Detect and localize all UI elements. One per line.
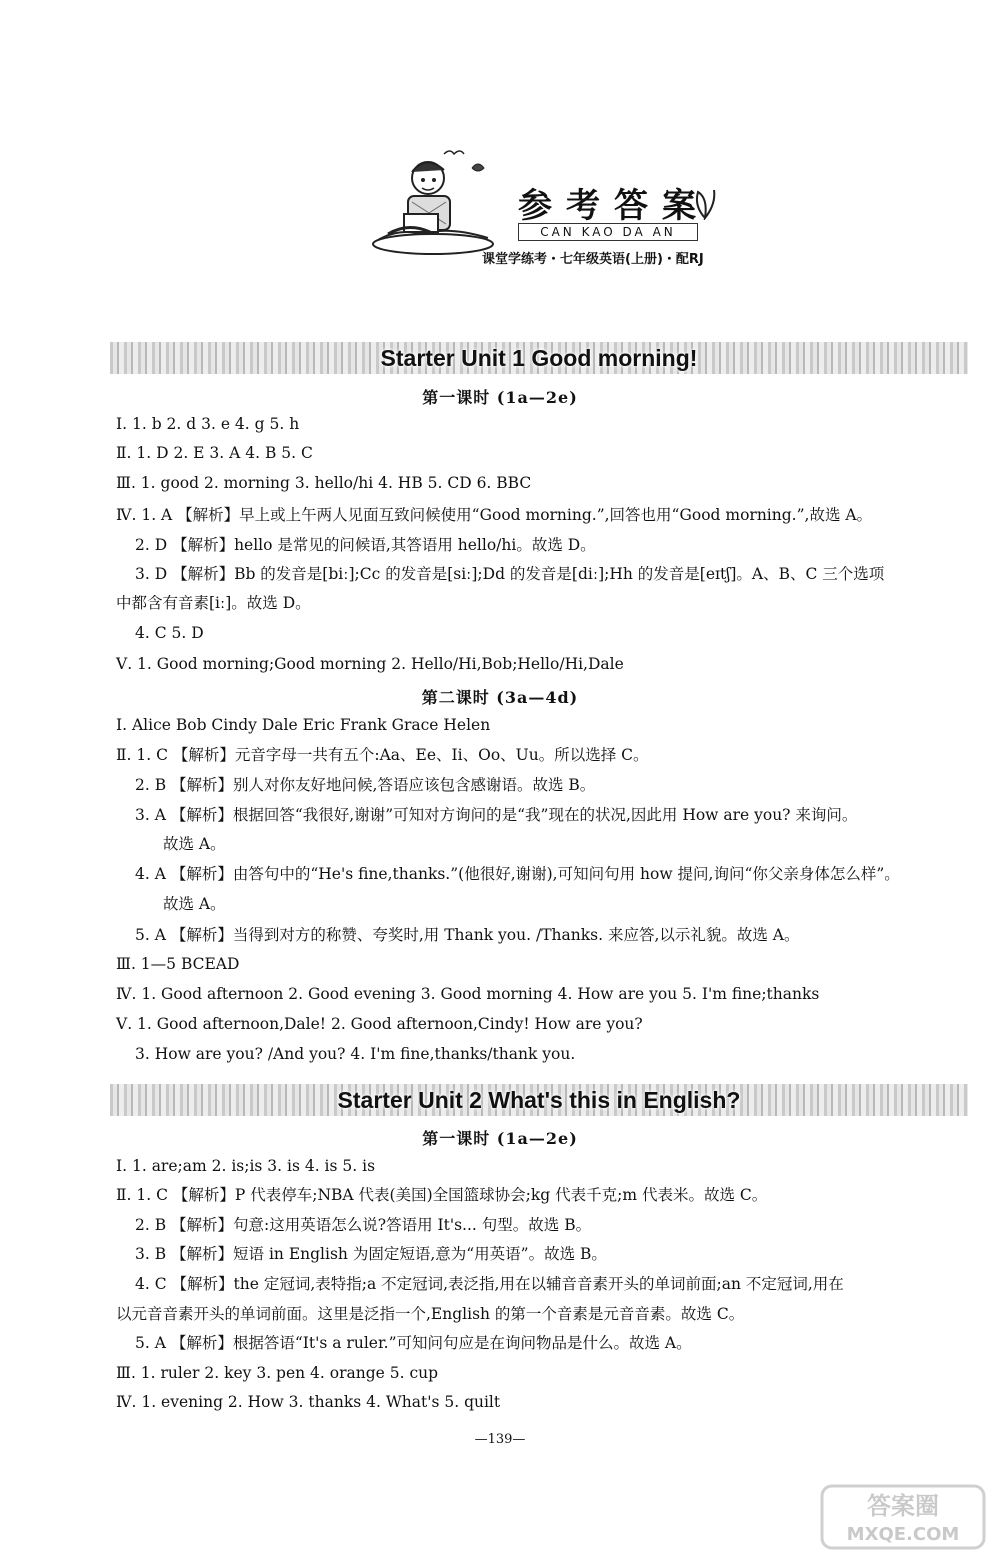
answer-line: 2. B 【解析】别人对你友好地问候,答语应该包含感谢语。故选 B。 <box>135 776 596 794</box>
answer-line: Ⅰ. 1. are;am 2. is;is 3. is 4. is 5. is <box>116 1157 376 1175</box>
answer-key-title: 参考答案 <box>518 186 710 226</box>
butterfly-icon <box>690 186 720 220</box>
answer-line: 中都含有音素[iː]。故选 D。 <box>116 594 311 612</box>
unit1-title: Starter Unit 1 Good morning! <box>380 345 698 371</box>
cartoon-boy-illustration <box>368 148 508 258</box>
unit2-title: Starter Unit 2 What's this in English? <box>337 1087 741 1113</box>
unit1-lesson2-heading: 第二课时 (3a—4d) <box>421 688 579 707</box>
answer-line: 故选 A。 <box>163 895 226 913</box>
answer-line: Ⅴ. 1. Good afternoon,Dale! 2. Good afternoon,Cindy! How are you? <box>116 1015 643 1033</box>
answer-line: 2. D 【解析】hello 是常见的问候语,其答语用 hello/hi。故选 D。 <box>135 536 596 554</box>
unit2-lesson1-heading: 第一课时 (1a—2e) <box>422 1129 578 1148</box>
answer-line: 3. How are you? /And you? 4. I'm fine,thanks/thank you. <box>135 1045 576 1063</box>
answer-line: 4. A 【解析】由答句中的“He's fine,thanks.”(他很好,谢谢),可知问句用 how 提问,询问“你父亲身体怎么样”。 <box>135 865 900 883</box>
answer-line: Ⅰ. 1. b 2. d 3. e 4. g 5. h <box>116 415 300 433</box>
answer-line: 3. B 【解析】短语 in English 为固定短语,意为“用英语”。故选 B。 <box>135 1245 607 1263</box>
answer-line: Ⅴ. 1. Good morning;Good morning 2. Hello/Hi,Bob;Hello/Hi,Dale <box>116 655 624 673</box>
answer-line: Ⅳ. 1. A 【解析】早上或上午两人见面互致问候使用“Good morning.”,回答也用“Good morning.”,故选 A。 <box>116 506 873 524</box>
answer-line: 3. D 【解析】Bb 的发音是[biː];Cc 的发音是[siː];Dd 的发音是[diː];Hh 的发音是[eɪtʃ]。A、B、C 三个选项 <box>135 565 885 583</box>
answer-line: Ⅲ. 1—5 BCEAD <box>116 955 240 973</box>
answer-line: Ⅳ. 1. evening 2. How 3. thanks 4. What's 5. quilt <box>116 1393 501 1411</box>
answer-line: 故选 A。 <box>163 835 226 853</box>
book-subtitle: 课堂学练考・七年级英语(上册)・配RJ <box>482 252 704 267</box>
answer-line: 5. A 【解析】根据答语“It's a ruler.”可知问句应是在询问物品是什么。故选 A。 <box>135 1334 692 1352</box>
answer-line: Ⅰ. Alice Bob Cindy Dale Eric Frank Grace Helen <box>116 716 491 734</box>
page-number: —139— <box>474 1432 526 1447</box>
svg-text:答案圈: 答案圈 <box>867 1492 939 1520</box>
answer-line: 3. A 【解析】根据回答“我很好,谢谢”可知对方询问的是“我”现在的状况,因此用 How are you? 来询问。 <box>135 806 858 824</box>
answer-line: Ⅱ. 1. C 【解析】P 代表停车;NBA 代表(美国)全国篮球协会;kg 代表千克;m 代表米。故选 C。 <box>116 1186 768 1204</box>
unit1-banner <box>110 342 968 374</box>
answer-line: Ⅳ. 1. Good afternoon 2. Good evening 3. Good morning 4. How are you 5. I'm fine;thanks <box>116 985 820 1003</box>
answer-line: 5. A 【解析】当得到对方的称赞、夸奖时,用 Thank you. /Thanks. 来应答,以示礼貌。故选 A。 <box>135 926 800 944</box>
answer-line: Ⅱ. 1. D 2. E 3. A 4. B 5. C <box>116 444 313 462</box>
watermark-logo <box>818 1482 988 1552</box>
answer-line: Ⅲ. 1. good 2. morning 3. hello/hi 4. HB 5. CD 6. BBC <box>116 474 532 492</box>
svg-text:MXQE.COM: MXQE.COM <box>846 1524 960 1545</box>
unit2-banner <box>110 1084 968 1116</box>
answer-line: 2. B 【解析】句意:这用英语怎么说?答语用 It's... 句型。故选 B。 <box>135 1216 592 1234</box>
answer-line: 4. C 5. D <box>135 624 204 642</box>
unit1-lesson1-heading: 第一课时 (1a—2e) <box>422 388 578 407</box>
answer-line: 4. C 【解析】the 定冠词,表特指;a 不定冠词,表泛指,用在以辅音音素开头的单词前面;an 不定冠词,用在 <box>135 1275 844 1293</box>
answer-line: Ⅱ. 1. C 【解析】元音字母一共有五个:Aa、Ee、Ii、Oo、Uu。所以选择 C。 <box>116 746 649 764</box>
answer-key-pinyin: CAN KAO DA AN <box>518 223 698 241</box>
answer-line: Ⅲ. 1. ruler 2. key 3. pen 4. orange 5. cup <box>116 1364 439 1382</box>
answer-line: 以元音音素开头的单词前面。这里是泛指一个,English 的第一个音素是元音音素。故选 C。 <box>116 1305 745 1323</box>
